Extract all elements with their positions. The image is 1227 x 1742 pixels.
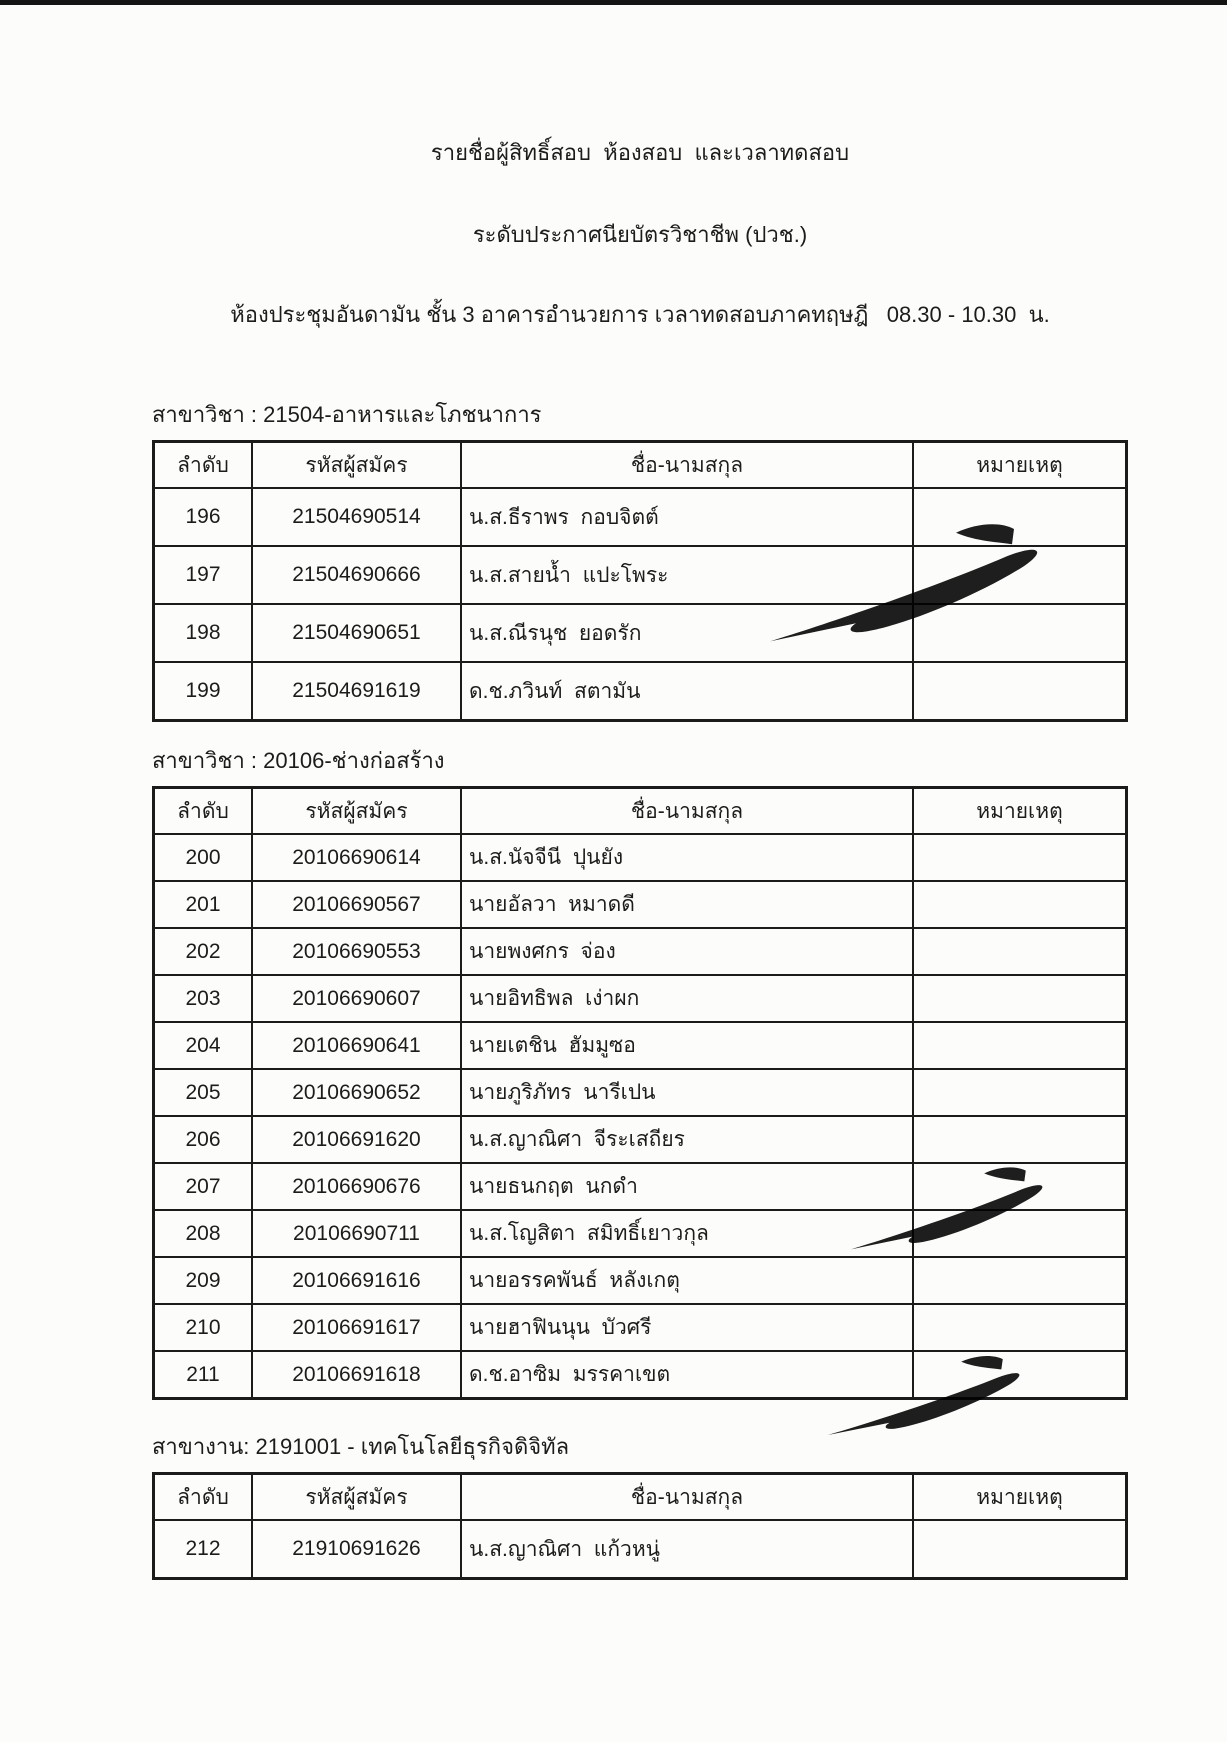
code-cell: 20106690607 — [252, 975, 461, 1022]
col-header-remark: หมายเหตุ — [913, 1474, 1127, 1521]
name-cell: น.ส.โญสิตา สมิทธิ์เยาวกุล — [461, 1210, 913, 1257]
col-header-code: รหัสผู้สมัคร — [252, 788, 461, 835]
no-cell: 196 — [154, 488, 253, 546]
col-header-name: ชื่อ-นามสกุล — [461, 788, 913, 835]
no-cell: 197 — [154, 546, 253, 604]
header-row — [154, 442, 1127, 489]
col-header-no: ลำดับ — [154, 1474, 253, 1521]
name-cell: น.ส.สายน้ำ แปะโพระ — [461, 546, 913, 604]
col-header-name: ชื่อ-นามสกุล — [461, 1474, 913, 1521]
name-cell: ด.ช.ภวินท์ สตามัน — [461, 662, 913, 721]
remark-cell — [913, 1022, 1127, 1069]
name-cell: นายธนกฤต นกดำ — [461, 1163, 913, 1210]
code-cell: 20106690614 — [252, 834, 461, 881]
code-cell: 20106690711 — [252, 1210, 461, 1257]
no-cell: 206 — [154, 1116, 253, 1163]
no-cell: 202 — [154, 928, 253, 975]
code-cell: 20106690641 — [252, 1022, 461, 1069]
no-cell: 211 — [154, 1351, 253, 1399]
table-row — [154, 604, 1127, 662]
doc-subtitle: ระดับประกาศนียบัตรวิชาชีพ (ปวช.) — [472, 222, 808, 247]
no-cell: 200 — [154, 834, 253, 881]
table-row — [154, 975, 1127, 1022]
section-title: สาขาวิชา : 21504-อาหารและโภชนาการ — [152, 402, 542, 427]
header-row — [154, 1474, 1127, 1521]
remark-cell — [913, 1351, 1127, 1399]
remark-cell — [913, 1304, 1127, 1351]
remark-cell — [913, 881, 1127, 928]
remark-cell — [913, 1520, 1127, 1579]
remark-cell — [913, 1163, 1127, 1210]
section-title: สาขาวิชา : 20106-ช่างก่อสร้าง — [152, 748, 445, 773]
no-cell: 209 — [154, 1257, 253, 1304]
remark-cell — [913, 546, 1127, 604]
remark-cell — [913, 662, 1127, 721]
code-cell: 20106691618 — [252, 1351, 461, 1399]
code-cell: 21504690514 — [252, 488, 461, 546]
no-cell: 204 — [154, 1022, 253, 1069]
exam-section — [152, 1432, 1128, 1580]
name-cell: นายเตชิน ฮัมมูซอ — [461, 1022, 913, 1069]
doc-header — [152, 0, 1128, 366]
remark-cell — [913, 1257, 1127, 1304]
remark-cell — [913, 1116, 1127, 1163]
table-row — [154, 1257, 1127, 1304]
table-row — [154, 1116, 1127, 1163]
name-cell: น.ส.ธีราพร กอบจิตต์ — [461, 488, 913, 546]
remark-cell — [913, 1210, 1127, 1257]
table-row — [154, 1163, 1127, 1210]
col-header-name: ชื่อ-นามสกุล — [461, 442, 913, 489]
no-cell: 199 — [154, 662, 253, 721]
code-cell: 21504691619 — [252, 662, 461, 721]
no-cell: 208 — [154, 1210, 253, 1257]
name-cell: ด.ช.อาซิม มรรคาเขต — [461, 1351, 913, 1399]
code-cell: 21910691626 — [252, 1520, 461, 1579]
doc-title: รายชื่อผู้สิทธิ์สอบ ห้องสอบ และเวลาทดสอบ — [430, 140, 850, 165]
header-row — [154, 788, 1127, 835]
code-cell: 20106690567 — [252, 881, 461, 928]
table-row — [154, 881, 1127, 928]
exam-section — [152, 746, 1128, 1400]
table-row — [154, 928, 1127, 975]
code-cell: 20106691617 — [252, 1304, 461, 1351]
col-header-code: รหัสผู้สมัคร — [252, 1474, 461, 1521]
name-cell: นายพงศกร จ่อง — [461, 928, 913, 975]
no-cell: 207 — [154, 1163, 253, 1210]
table-row — [154, 488, 1127, 546]
candidates-table — [152, 786, 1128, 1400]
col-header-no: ลำดับ — [154, 788, 253, 835]
table-row — [154, 1022, 1127, 1069]
section-title: สาขางาน: 2191001 - เทคโนโลยีธุรกิจดิจิทัล — [152, 1434, 570, 1459]
table-row — [154, 546, 1127, 604]
table-row — [154, 1520, 1127, 1579]
table-row — [154, 1069, 1127, 1116]
candidates-table — [152, 440, 1128, 722]
table-row — [154, 1351, 1127, 1399]
code-cell: 20106690652 — [252, 1069, 461, 1116]
col-header-remark: หมายเหตุ — [913, 788, 1127, 835]
name-cell: นายอิทธิพล เง่าผก — [461, 975, 913, 1022]
doc-room-time-line: ห้องประชุมอันดามัน ชั้น 3 อาคารอำนวยการ เวลาทดสอบภาคทฤษฎี 08.30 - 10.30 น. — [230, 302, 1050, 327]
name-cell: น.ส.ญาณิศา จีระเสถียร — [461, 1116, 913, 1163]
name-cell: นายอัลวา หมาดดี — [461, 881, 913, 928]
code-cell: 21504690651 — [252, 604, 461, 662]
name-cell: นายฮาฟินนุน บัวศรี — [461, 1304, 913, 1351]
no-cell: 203 — [154, 975, 253, 1022]
table-row — [154, 834, 1127, 881]
remark-cell — [913, 834, 1127, 881]
remark-cell — [913, 604, 1127, 662]
col-header-no: ลำดับ — [154, 442, 253, 489]
table-row — [154, 662, 1127, 721]
no-cell: 205 — [154, 1069, 253, 1116]
col-header-remark: หมายเหตุ — [913, 442, 1127, 489]
table-row — [154, 1210, 1127, 1257]
sections-container — [152, 400, 1128, 1580]
code-cell: 20106690676 — [252, 1163, 461, 1210]
name-cell: น.ส.นัจจีนี ปุนยัง — [461, 834, 913, 881]
no-cell: 210 — [154, 1304, 253, 1351]
scan-edge-artifact — [0, 0, 1227, 5]
no-cell: 198 — [154, 604, 253, 662]
remark-cell — [913, 1069, 1127, 1116]
name-cell: น.ส.ญาณิศา แก้วหนู่ — [461, 1520, 913, 1579]
col-header-code: รหัสผู้สมัคร — [252, 442, 461, 489]
name-cell: น.ส.ณีรนุช ยอดรัก — [461, 604, 913, 662]
no-cell: 201 — [154, 881, 253, 928]
code-cell: 21504690666 — [252, 546, 461, 604]
name-cell: นายอรรคพันธ์ หลังเกตุ — [461, 1257, 913, 1304]
remark-cell — [913, 488, 1127, 546]
exam-section — [152, 400, 1128, 722]
candidates-table — [152, 1472, 1128, 1580]
remark-cell — [913, 928, 1127, 975]
table-row — [154, 1304, 1127, 1351]
remark-cell — [913, 975, 1127, 1022]
name-cell: นายภูริภัทร นารีเปน — [461, 1069, 913, 1116]
no-cell: 212 — [154, 1520, 253, 1579]
code-cell: 20106691620 — [252, 1116, 461, 1163]
code-cell: 20106690553 — [252, 928, 461, 975]
code-cell: 20106691616 — [252, 1257, 461, 1304]
